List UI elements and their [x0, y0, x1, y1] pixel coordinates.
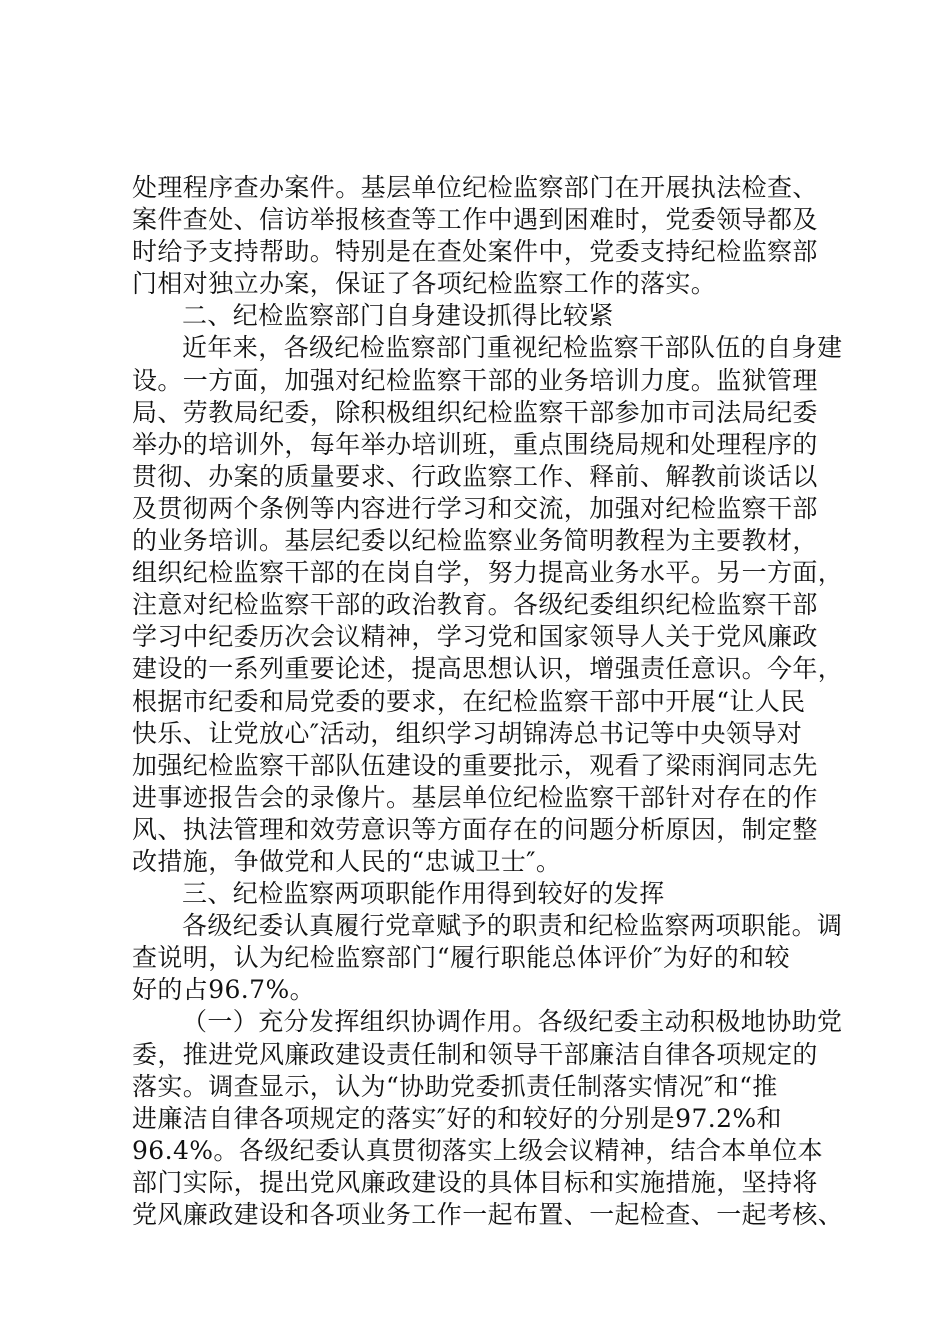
text-line: 组织纪检监察干部的在岗自学，努力提高业务水平。另一方面， [132, 558, 844, 588]
text-line: 处理程序查办案件。基层单位纪检监察部门在开展执法检查、 [132, 173, 818, 202]
text-line: 根据市纪委和局党委的要求，在纪检监察干部中开展“让人民 [132, 686, 806, 716]
text-line: 96.4%。各级纪委认真贯彻落实上级会议精神，结合本单位本 [132, 1135, 824, 1165]
text-line: 加强纪检监察干部队伍建设的重要批示，观看了梁雨润同志先 [132, 750, 818, 780]
text-line: 进事迹报告会的录像片。基层单位纪检监察干部针对存在的作 [132, 782, 818, 812]
text-line: 部门实际，提出党风廉政建设的具体目标和实施措施，坚持将 [132, 1167, 818, 1197]
text-line: 建设的一系列重要论述，提高思想认识，增强责任意识。今年， [132, 654, 844, 684]
document-body [132, 172, 844, 1231]
text-line: 近年来，各级纪检监察部门重视纪检监察干部队伍的自身建 [182, 333, 843, 363]
text-line: 注意对纪检监察干部的政治教育。各级纪委组织纪检监察干部 [132, 590, 818, 620]
text-line: 党风廉政建设和各项业务工作一起布置、一起检查、一起考核、 [132, 1200, 844, 1229]
text-line: 三、纪检监察两项职能作用得到较好的发挥 [182, 879, 665, 909]
text-line: 风、执法管理和效劳意识等方面存在的问题分析原因，制定整 [132, 814, 818, 844]
text-line: 案件查处、信访举报核查等工作中遇到困难时，党委领导都及 [132, 205, 818, 235]
text-line: 举办的培训外，每年举办培训班，重点围绕局规和处理程序的 [132, 429, 818, 459]
text-line: 时给予支持帮助。特别是在查处案件中，党委支持纪检监察部 [132, 237, 818, 267]
text-line: 落实。调查显示，认为“协助党委抓责任制落实情况″和“推 [132, 1071, 778, 1101]
text-line: 委，推进党风廉政建设责任制和领导干部廉洁自律各项规定的 [132, 1039, 818, 1069]
text-line: 贯彻、办案的质量要求、行政监察工作、释前、解教前谈话以 [132, 461, 818, 491]
text-line: 进廉洁自律各项规定的落实″好的和较好的分别是97.2%和 [132, 1103, 782, 1133]
text-line: 学习中纪委历次会议精神，学习党和国家领导人关于党风廉政 [132, 622, 818, 652]
text-line: （一）充分发挥组织协调作用。各级纪委主动积极地协助党 [182, 1007, 843, 1037]
text-line: 局、劳教局纪委，除积极组织纪检监察干部参加市司法局纪委 [132, 397, 818, 427]
text-line: 的业务培训。基层纪委以纪检监察业务简明教程为主要教材， [132, 526, 818, 556]
text-line: 二、纪检监察部门自身建设抓得比较紧 [182, 301, 614, 331]
text-line: 及贯彻两个条例等内容进行学习和交流，加强对纪检监察干部 [132, 493, 818, 523]
text-line: 好的占96.7%。 [132, 975, 316, 1005]
text-line: 快乐、让党放心″活动，组织学习胡锦涛总书记等中央领导对 [132, 718, 803, 748]
text-line: 查说明，认为纪检监察部门“履行职能总体评价″为好的和较 [132, 943, 790, 973]
text-line: 门相对独立办案，保证了各项纪检监察工作的落实。 [132, 269, 717, 299]
text-line: 改措施，争做党和人民的“忠诚卫士″。 [132, 846, 562, 876]
text-line: 各级纪委认真履行党章赋予的职责和纪检监察两项职能。调 [182, 911, 843, 941]
text-line: 设。一方面，加强对纪检监察干部的业务培训力度。监狱管理 [132, 365, 818, 395]
